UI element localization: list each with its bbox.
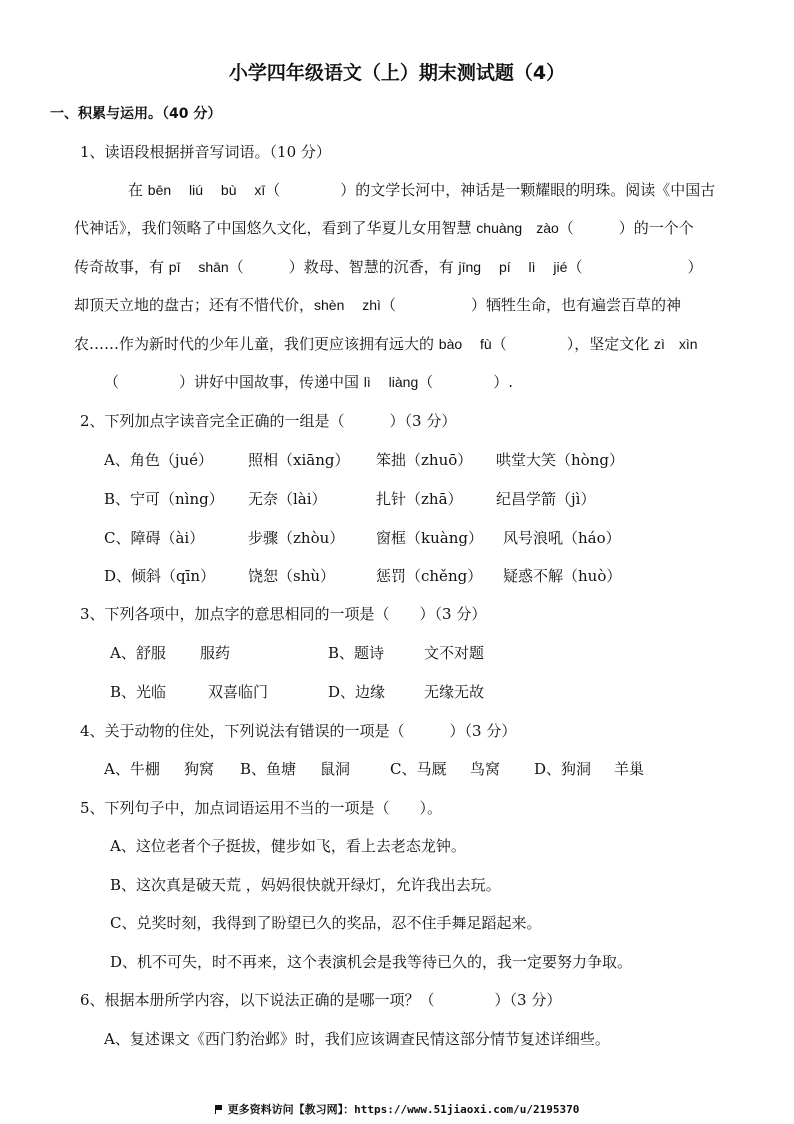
q4-option-c-1: C、马厩	[390, 760, 447, 778]
q5-option-b: B、这次真是破天荒 ，妈妈很快就开绿灯，允许我出去玩。	[110, 876, 501, 894]
q1-line-1: 在 bēn liú bù xī（ ）的文学长河中，神话是一颗耀眼的明珠。阅读《中国古	[128, 181, 716, 199]
q4-option-d-1: D、狗洞	[534, 760, 592, 778]
footer-text: 更多资料访问【教习网】：https://www.51jiaoxi.com/u/2195370	[227, 1103, 580, 1116]
q2-option-a-2: 照相（xiāng）	[248, 451, 350, 469]
question-6-stem: 6、根据本册所学内容，以下说法正确的是哪一项？（ ）（3 分）	[80, 991, 562, 1009]
q3-option-d-2: 无缘无故	[424, 683, 485, 701]
q2-option-a-3: 笨拙（zhuō）	[376, 451, 473, 469]
q4-option-b-1: B、鱼塘	[240, 760, 297, 778]
q2-option-c-1: C、障碍（ài）	[104, 529, 205, 547]
q2-option-b-4: 纪昌学箭（jì）	[496, 490, 596, 508]
q2-option-d-1: D、倾斜（qīn）	[104, 567, 216, 585]
q3-option-c-2: 双喜临门	[208, 683, 269, 701]
question-1-stem: 1、读语段根据拼音写词语。（10 分）	[80, 143, 331, 161]
q4-option-b-2: 鼠洞	[320, 760, 351, 778]
q1-line-4: 却顶天立地的盘古；还有不惜代价，shèn zhì（ ）牺牲生命，也有遍尝百草的神	[74, 296, 681, 314]
q5-option-d: D、机不可失，时不再来，这个表演机会是我等待已久的，我一定要努力争取。	[110, 953, 633, 971]
q4-option-c-2: 鸟窝	[470, 760, 501, 778]
q5-option-c: C、兑奖时刻，我得到了盼望已久的奖品，忍不住手舞足蹈起来。	[110, 914, 542, 932]
footer-link[interactable]	[0, 1101, 794, 1117]
q4-option-a-1: A、牛棚	[104, 760, 160, 778]
q2-option-c-2: 步骤（zhòu）	[248, 529, 345, 547]
q3-option-b-1: B、题诗	[328, 644, 385, 662]
question-5-stem: 5、下列句子中，加点词语运用不当的一项是（ ）。	[80, 799, 443, 817]
q2-option-c-3: 窗框（kuàng）	[376, 529, 483, 547]
q1-line-5: 农……作为新时代的少年儿童，我们更应该拥有远大的 bào fù（ ），坚定文化 zì xìn	[74, 335, 698, 353]
q3-option-d-1: D、边缘	[328, 683, 386, 701]
q2-option-a-4: 哄堂大笑（hòng）	[496, 451, 624, 469]
q3-option-a-2: 服药	[200, 644, 231, 662]
q2-option-d-4: 疑惑不解（huò）	[503, 567, 622, 585]
q1-line-3: 传奇故事，有 pī shān（ ）救母、智慧的沉香，有 jīng pí lì jié（ ）	[74, 258, 703, 276]
q1-line-6: （ ）讲好中国故事，传递中国 lì liàng（ ）.	[104, 373, 514, 391]
q3-option-c-1: B、光临	[110, 683, 167, 701]
q2-option-b-2: 无奈（lài）	[248, 490, 327, 508]
q5-option-a: A、这位老者个子挺拔，健步如飞，看上去老态龙钟。	[110, 837, 466, 855]
q2-option-b-1: B、宁可（nìng）	[104, 490, 224, 508]
q4-option-d-2: 羊巢	[614, 760, 645, 778]
q4-option-a-2: 狗窝	[184, 760, 215, 778]
q2-option-d-2: 饶恕（shù）	[248, 567, 336, 585]
q2-option-c-4: 风号浪吼（háo）	[503, 529, 621, 547]
section-heading-1: 一、积累与运用。（40 分）	[50, 106, 222, 122]
q2-option-a-1: A、角色（jué）	[104, 451, 214, 469]
q3-option-b-2: 文不对题	[424, 644, 485, 662]
flag-icon	[215, 1105, 224, 1114]
page-title: 小学四年级语文（上）期末测试题（4）	[228, 62, 566, 84]
q2-option-b-3: 扎针（zhā）	[376, 490, 463, 508]
q6-option-a: A、复述课文《西门豹治邺》时，我们应该调查民情这部分情节复述详细些。	[104, 1030, 610, 1048]
question-4-stem: 4、关于动物的住处，下列说法有错误的一项是（ ）（3 分）	[80, 722, 517, 740]
q2-option-d-3: 惩罚（chěng）	[376, 567, 483, 585]
q3-option-a-1: A、舒服	[110, 644, 166, 662]
q1-line-2: 代神话》，我们领略了中国悠久文化，看到了华夏儿女用智慧 chuàng zào（ ）的一个个	[74, 219, 694, 237]
question-2-stem: 2、下列加点字读音完全正确的一组是（ ）（3 分）	[80, 412, 457, 430]
question-3-stem: 3、下列各项中，加点字的意思相同的一项是（ ）（3 分）	[80, 605, 487, 623]
